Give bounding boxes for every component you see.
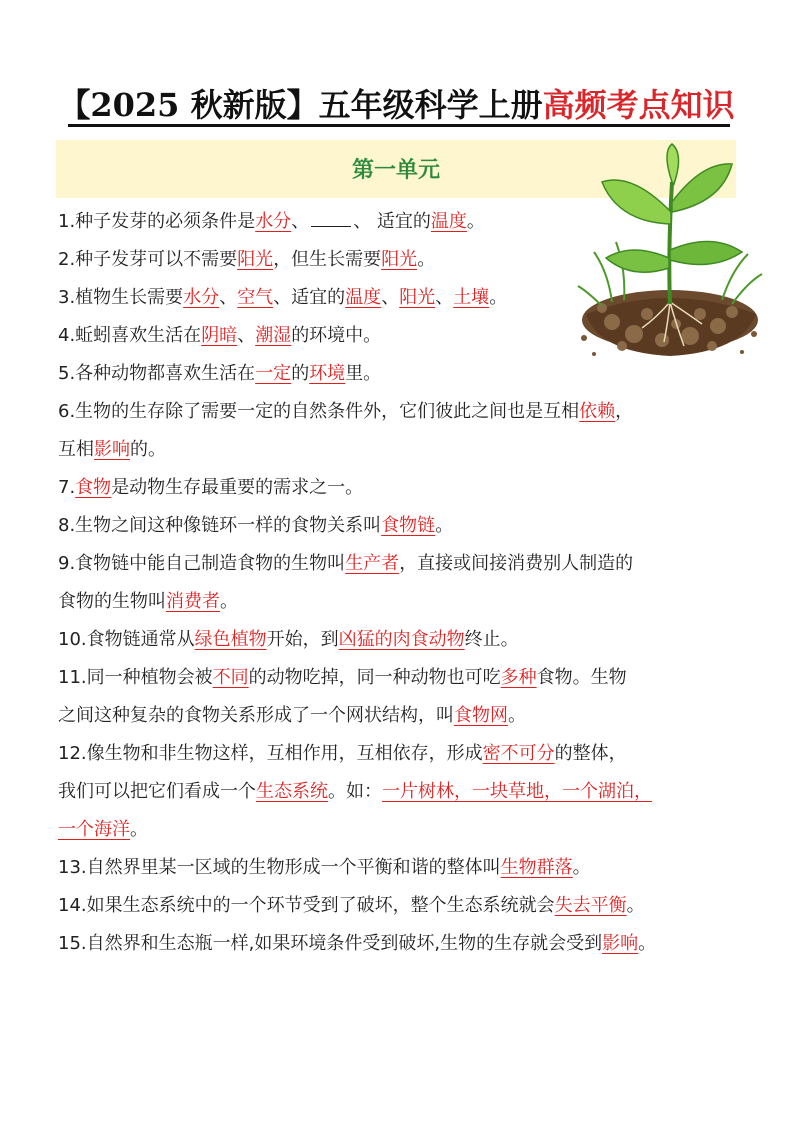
answer-highlight: 阴暗: [201, 325, 238, 346]
line-text: 之间这种复杂的食物关系形成了一个网状结构，叫: [58, 705, 454, 726]
line-text: 、: [291, 211, 310, 232]
answer-highlight: 食物: [75, 477, 112, 498]
line-text: 9.食物链中能自己制造食物的生物叫: [58, 553, 346, 574]
knowledge-line: [58, 203, 748, 241]
answer-highlight: 生物群落: [500, 857, 573, 878]
line-text: 食物的生物叫: [58, 591, 166, 612]
line-text: 1.种子发芽的必须条件是: [58, 211, 256, 232]
answer-highlight: 一定: [255, 363, 292, 384]
page-title: [0, 80, 793, 126]
line-text: 。如：: [328, 781, 382, 802]
line-text: 、: [219, 287, 238, 308]
line-text: 6.生物的生存除了需要一定的自然条件外，它们彼此之间也是互相: [58, 401, 580, 422]
knowledge-line: [58, 545, 748, 583]
fill-in-blank: [311, 206, 351, 227]
knowledge-line: [58, 507, 748, 545]
answer-highlight: 温度: [345, 287, 382, 308]
answer-highlight: 生产者: [345, 553, 400, 574]
line-text: 的: [291, 363, 310, 384]
title-main: 【2025 秋新版】五年级科学上册: [58, 86, 543, 124]
line-text: 15.自然界和生态瓶一样,如果环境条件受到破坏,生物的生存就会受到: [58, 933, 603, 954]
knowledge-line: [58, 659, 748, 697]
line-text: 、 适宜的: [353, 211, 431, 232]
knowledge-line: [58, 279, 748, 317]
knowledge-line: [58, 469, 748, 507]
line-text: 的。: [130, 439, 166, 460]
knowledge-line: [58, 583, 748, 621]
line-text: 终止。: [464, 629, 519, 650]
answer-highlight: 绿色植物: [194, 629, 267, 650]
line-text: 7.: [58, 477, 76, 498]
knowledge-line: [58, 317, 748, 355]
answer-highlight: 潮湿: [255, 325, 292, 346]
line-text: 5.各种动物都喜欢生活在: [58, 363, 256, 384]
knowledge-line: [58, 393, 748, 431]
answer-highlight: 多种: [500, 667, 537, 688]
line-text: 10.食物链通常从: [58, 629, 195, 650]
knowledge-line: [58, 697, 748, 735]
knowledge-line: [58, 431, 748, 469]
line-text: 、: [381, 287, 400, 308]
answer-highlight: 失去平衡: [554, 895, 627, 916]
knowledge-line: [58, 925, 748, 963]
knowledge-line: [58, 355, 748, 393]
line-text: 。: [130, 819, 148, 840]
line-text: 开始，到: [266, 629, 339, 650]
line-text: 11.同一种植物会被: [58, 667, 213, 688]
line-text: 。: [572, 857, 591, 878]
title-underline: [68, 124, 730, 127]
line-text: 。: [435, 515, 454, 536]
knowledge-line: [58, 887, 748, 925]
knowledge-line: [58, 773, 748, 811]
line-text: 我们可以把它们看成一个: [58, 781, 256, 802]
answer-highlight: 阳光: [399, 287, 436, 308]
answer-highlight: 空气: [237, 287, 274, 308]
answer-highlight: 凶猛的肉食动物: [338, 629, 465, 650]
line-text: 8.生物之间这种像链环一样的食物关系叫: [58, 515, 382, 536]
answer-highlight: 食物网: [454, 705, 508, 726]
knowledge-line: [58, 735, 748, 773]
answer-highlight: 水分: [183, 287, 220, 308]
answer-highlight: 阳光: [381, 249, 418, 270]
line-text: 12.像生物和非生物这样，互相作用，互相依存，形成: [58, 743, 483, 764]
knowledge-list: [58, 203, 748, 963]
line-text: 互相: [58, 439, 94, 460]
line-text: ，: [615, 401, 634, 422]
knowledge-line: [58, 849, 748, 887]
line-text: 的动物吃掉，同一种动物也可吃: [248, 667, 501, 688]
line-text: 里。: [345, 363, 382, 384]
knowledge-line: [58, 811, 748, 849]
answer-highlight: 环境: [309, 363, 346, 384]
knowledge-line: [58, 241, 748, 279]
answer-highlight: 依赖: [579, 401, 616, 422]
line-text: 。: [466, 211, 485, 232]
line-text: 、适宜的: [273, 287, 346, 308]
answer-highlight: 密不可分: [482, 743, 555, 764]
line-text: 13.自然界里某一区域的生物形成一个平衡和谐的整体叫: [58, 857, 501, 878]
answer-highlight: 影响: [94, 439, 130, 460]
answer-highlight: 消费者: [166, 591, 220, 612]
line-text: ，直接或间接消费别人制造的: [399, 553, 634, 574]
line-text: 4.蚯蚓喜欢生活在: [58, 325, 202, 346]
line-text: 。: [626, 895, 645, 916]
line-text: 的整体，: [554, 743, 627, 764]
answer-highlight: 一片树林，一块草地，一个湖泊，: [382, 781, 652, 802]
line-text: 的环境中。: [291, 325, 382, 346]
line-text: 、: [435, 287, 454, 308]
answer-highlight: 食物链: [381, 515, 436, 536]
answer-highlight: 影响: [602, 933, 639, 954]
line-text: ，但生长需要: [273, 249, 382, 270]
knowledge-line: [58, 621, 748, 659]
answer-highlight: 土壤: [453, 287, 490, 308]
answer-highlight: 温度: [430, 211, 467, 232]
line-text: 食物。生物: [536, 667, 627, 688]
line-text: 。: [489, 287, 508, 308]
line-text: 、: [237, 325, 256, 346]
line-text: 3.植物生长需要: [58, 287, 184, 308]
title-highlight: 高频考点知识: [542, 86, 735, 124]
section-title: 第一单元: [351, 158, 440, 183]
line-text: 14.如果生态系统中的一个环节受到了破坏，整个生态系统就会: [58, 895, 555, 916]
answer-highlight: 阳光: [237, 249, 274, 270]
line-text: 。: [220, 591, 238, 612]
answer-highlight: 生态系统: [256, 781, 328, 802]
answer-highlight: 水分: [255, 211, 292, 232]
line-text: 。: [417, 249, 436, 270]
line-text: 是动物生存最重要的需求之一。: [111, 477, 364, 498]
answer-highlight: 不同: [212, 667, 249, 688]
line-text: 。: [638, 933, 657, 954]
line-text: 。: [508, 705, 526, 726]
line-text: 2.种子发芽可以不需要: [58, 249, 238, 270]
answer-highlight: 一个海洋: [58, 819, 130, 840]
